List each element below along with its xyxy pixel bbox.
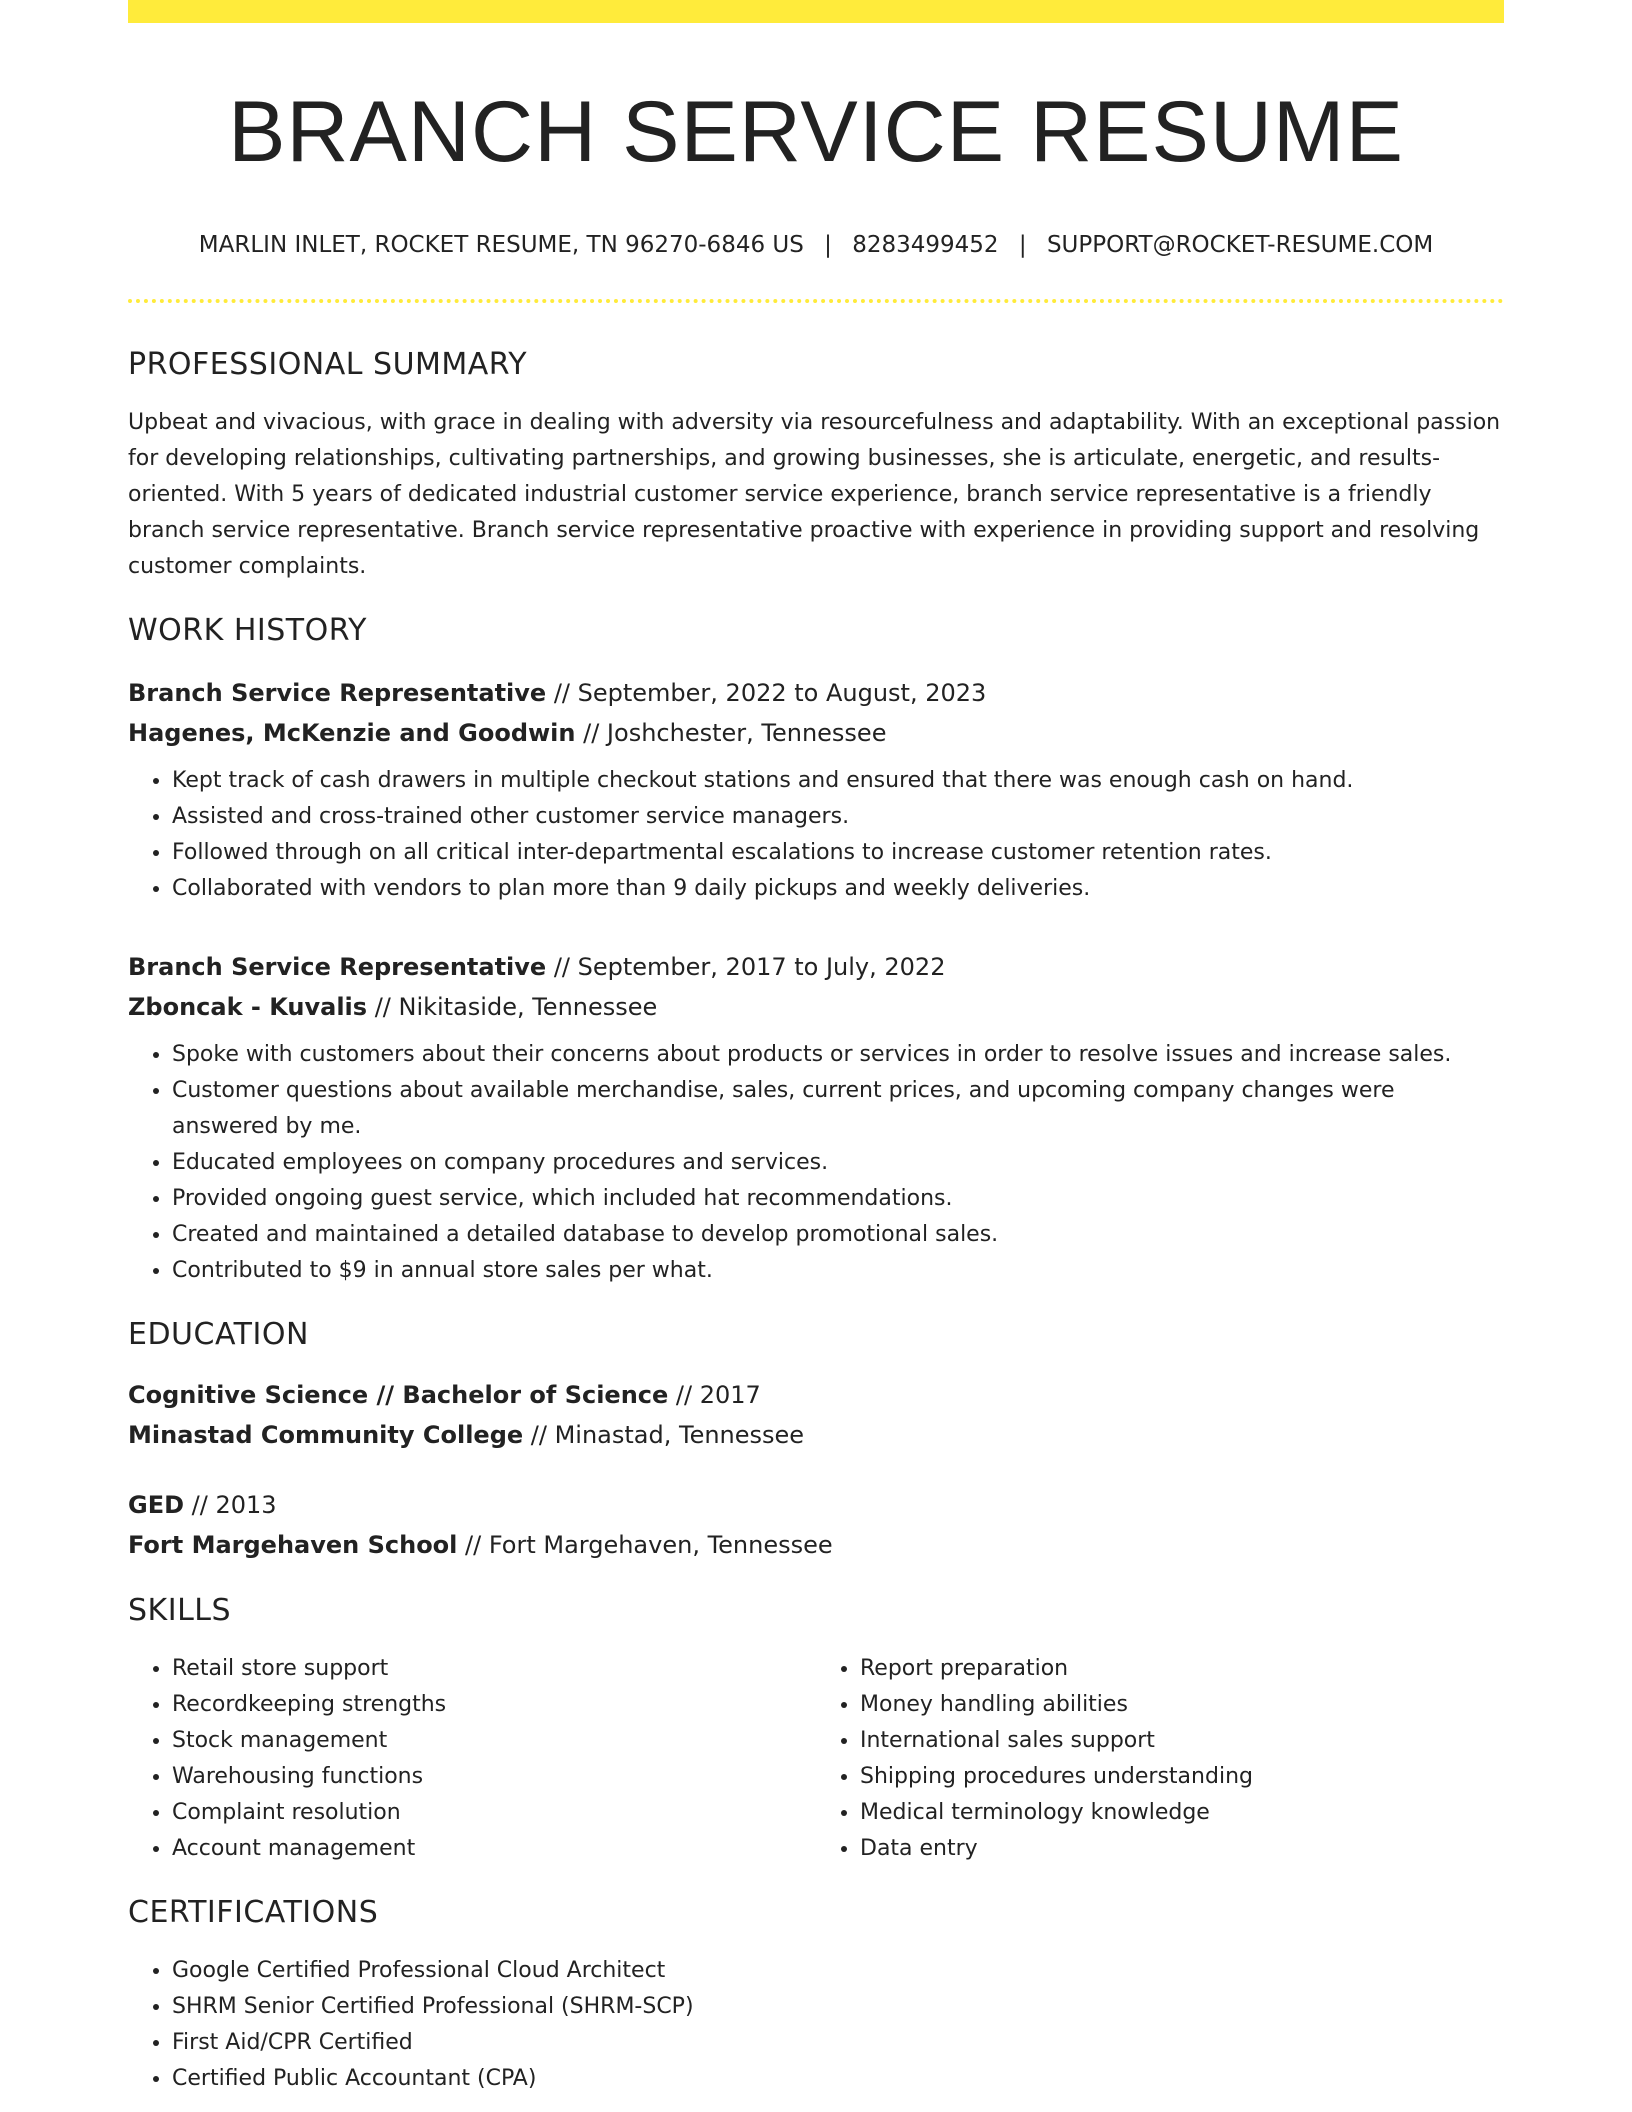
job-company-line [128, 987, 1504, 1027]
job-position-line [128, 947, 1504, 987]
job-bullet: • Followed through on all critical inter-departmental escalations to increase customer retention rates. [172, 835, 1504, 871]
section-title-education: EDUCATION [128, 1317, 309, 1353]
job-dates: // September, 2017 to July, 2022 [546, 953, 946, 982]
summary-text: Upbeat and vivacious, with grace in dealing with adversity via resourcefulness and adaptability. With an exceptional passion for developing relationships, cultivating partnerships, and growing businesses, she is articulate, energetic, and results-oriented. With 5 years of dedicated industrial customer service experience, branch service representative is a friendly branch service representative. Branch service representative proactive with experience in providing support and resolving customer complaints. [128, 410, 1501, 580]
resume-title: BRANCH SERVICE RESUME [228, 84, 1404, 180]
skill-item: • Recordkeeping strengths [172, 1687, 816, 1723]
job-company: Zboncak - Kuvalis [128, 993, 368, 1022]
job-dates: // September, 2022 to August, 2023 [546, 679, 987, 708]
job-entry [128, 947, 1504, 1289]
dotted-divider [128, 299, 1504, 303]
job-bullet: • Provided ongoing guest service, which included hat recommendations. [172, 1181, 1504, 1217]
job-bullet: • Collaborated with vendors to plan more than 9 daily pickups and weekly deliveries. [172, 871, 1504, 907]
skill-item: • Medical terminology knowledge [860, 1795, 1504, 1831]
certification-item: • First Aid/CPR Certified [172, 2025, 1504, 2061]
certification-item: • Certified Public Accountant (CPA) [172, 2061, 1504, 2097]
resume-page [128, 0, 1504, 2097]
accent-top-bar [128, 0, 1504, 23]
skill-item: • Warehousing functions [172, 1759, 816, 1795]
education-year: // 2017 [668, 1381, 761, 1410]
contact-separator: | [1018, 231, 1027, 258]
education-school: Minastad Community College [128, 1421, 524, 1450]
skills-grid [128, 1651, 1504, 1867]
education-school: Fort Margehaven School [128, 1531, 458, 1560]
section-title-certifications: CERTIFICATIONS [128, 1895, 379, 1931]
education-degree-line [128, 1485, 1504, 1525]
job-position: Branch Service Representative [128, 953, 547, 982]
job-location: // Joshchester, Tennessee [575, 719, 887, 748]
contact-phone: 8283499452 [852, 231, 999, 258]
education-degree-line [128, 1375, 1504, 1415]
job-bullets [128, 1037, 1504, 1289]
education-entry [128, 1485, 1504, 1565]
job-company: Hagenes, McKenzie and Goodwin [128, 719, 576, 748]
contact-separator: | [824, 231, 832, 258]
job-bullet: • Educated employees on company procedures and services. [172, 1145, 1504, 1181]
skill-item: • Account management [172, 1831, 816, 1867]
job-position: Branch Service Representative [128, 679, 547, 708]
section-title-summary: PROFESSIONAL SUMMARY [128, 347, 528, 383]
skills-column-left [128, 1651, 816, 1867]
job-bullet: • Contributed to $9 in annual store sales per what. [172, 1253, 1504, 1289]
section-title-work-history: WORK HISTORY [128, 613, 367, 649]
education-location: // Fort Margehaven, Tennessee [457, 1531, 833, 1560]
contact-line [128, 232, 1504, 260]
education-degree: GED [128, 1491, 185, 1520]
skill-item: • Data entry [860, 1831, 1504, 1867]
job-bullet: • Assisted and cross-trained other customer service managers. [172, 799, 1504, 835]
skill-item: • Retail store support [172, 1651, 816, 1687]
skill-item: • Money handling abilities [860, 1687, 1504, 1723]
section-title-skills: SKILLS [128, 1593, 232, 1629]
skill-item: • Shipping procedures understanding [860, 1759, 1504, 1795]
skills-column-right [816, 1651, 1504, 1867]
skill-item: • International sales support [860, 1723, 1504, 1759]
job-position-line [128, 673, 1504, 713]
job-bullet: • Kept track of cash drawers in multiple checkout stations and ensured that there was enough cash on hand. [172, 763, 1504, 799]
certification-item: • Google Certified Professional Cloud Architect [172, 1953, 1504, 1989]
education-entry [128, 1375, 1504, 1455]
job-location: // Nikitaside, Tennessee [367, 993, 658, 1022]
job-bullets [128, 763, 1504, 907]
education-school-line [128, 1525, 1504, 1565]
contact-address: MARLIN INLET, ROCKET RESUME, TN 96270-6846 US [198, 231, 804, 258]
skill-item: • Stock management [172, 1723, 816, 1759]
skill-item: • Report preparation [860, 1651, 1504, 1687]
job-bullet: • Created and maintained a detailed database to develop promotional sales. [172, 1217, 1504, 1253]
contact-email: SUPPORT@ROCKET-RESUME.COM [1046, 231, 1434, 258]
job-bullet: • Customer questions about available merchandise, sales, current prices, and upcoming company changes were answered by me. [172, 1073, 1504, 1145]
skill-item: • Complaint resolution [172, 1795, 816, 1831]
job-company-line [128, 713, 1504, 753]
education-year: // 2013 [184, 1491, 277, 1520]
education-location: // Minastad, Tennessee [523, 1421, 805, 1450]
education-degree: Cognitive Science // Bachelor of Science [128, 1381, 669, 1410]
job-entry [128, 673, 1504, 907]
job-bullet: • Spoke with customers about their concerns about products or services in order to resolve issues and increase sales. [172, 1037, 1504, 1073]
education-school-line [128, 1415, 1504, 1455]
certification-item: • SHRM Senior Certified Professional (SHRM-SCP) [172, 1989, 1504, 2025]
certification-list [128, 1953, 1504, 2097]
